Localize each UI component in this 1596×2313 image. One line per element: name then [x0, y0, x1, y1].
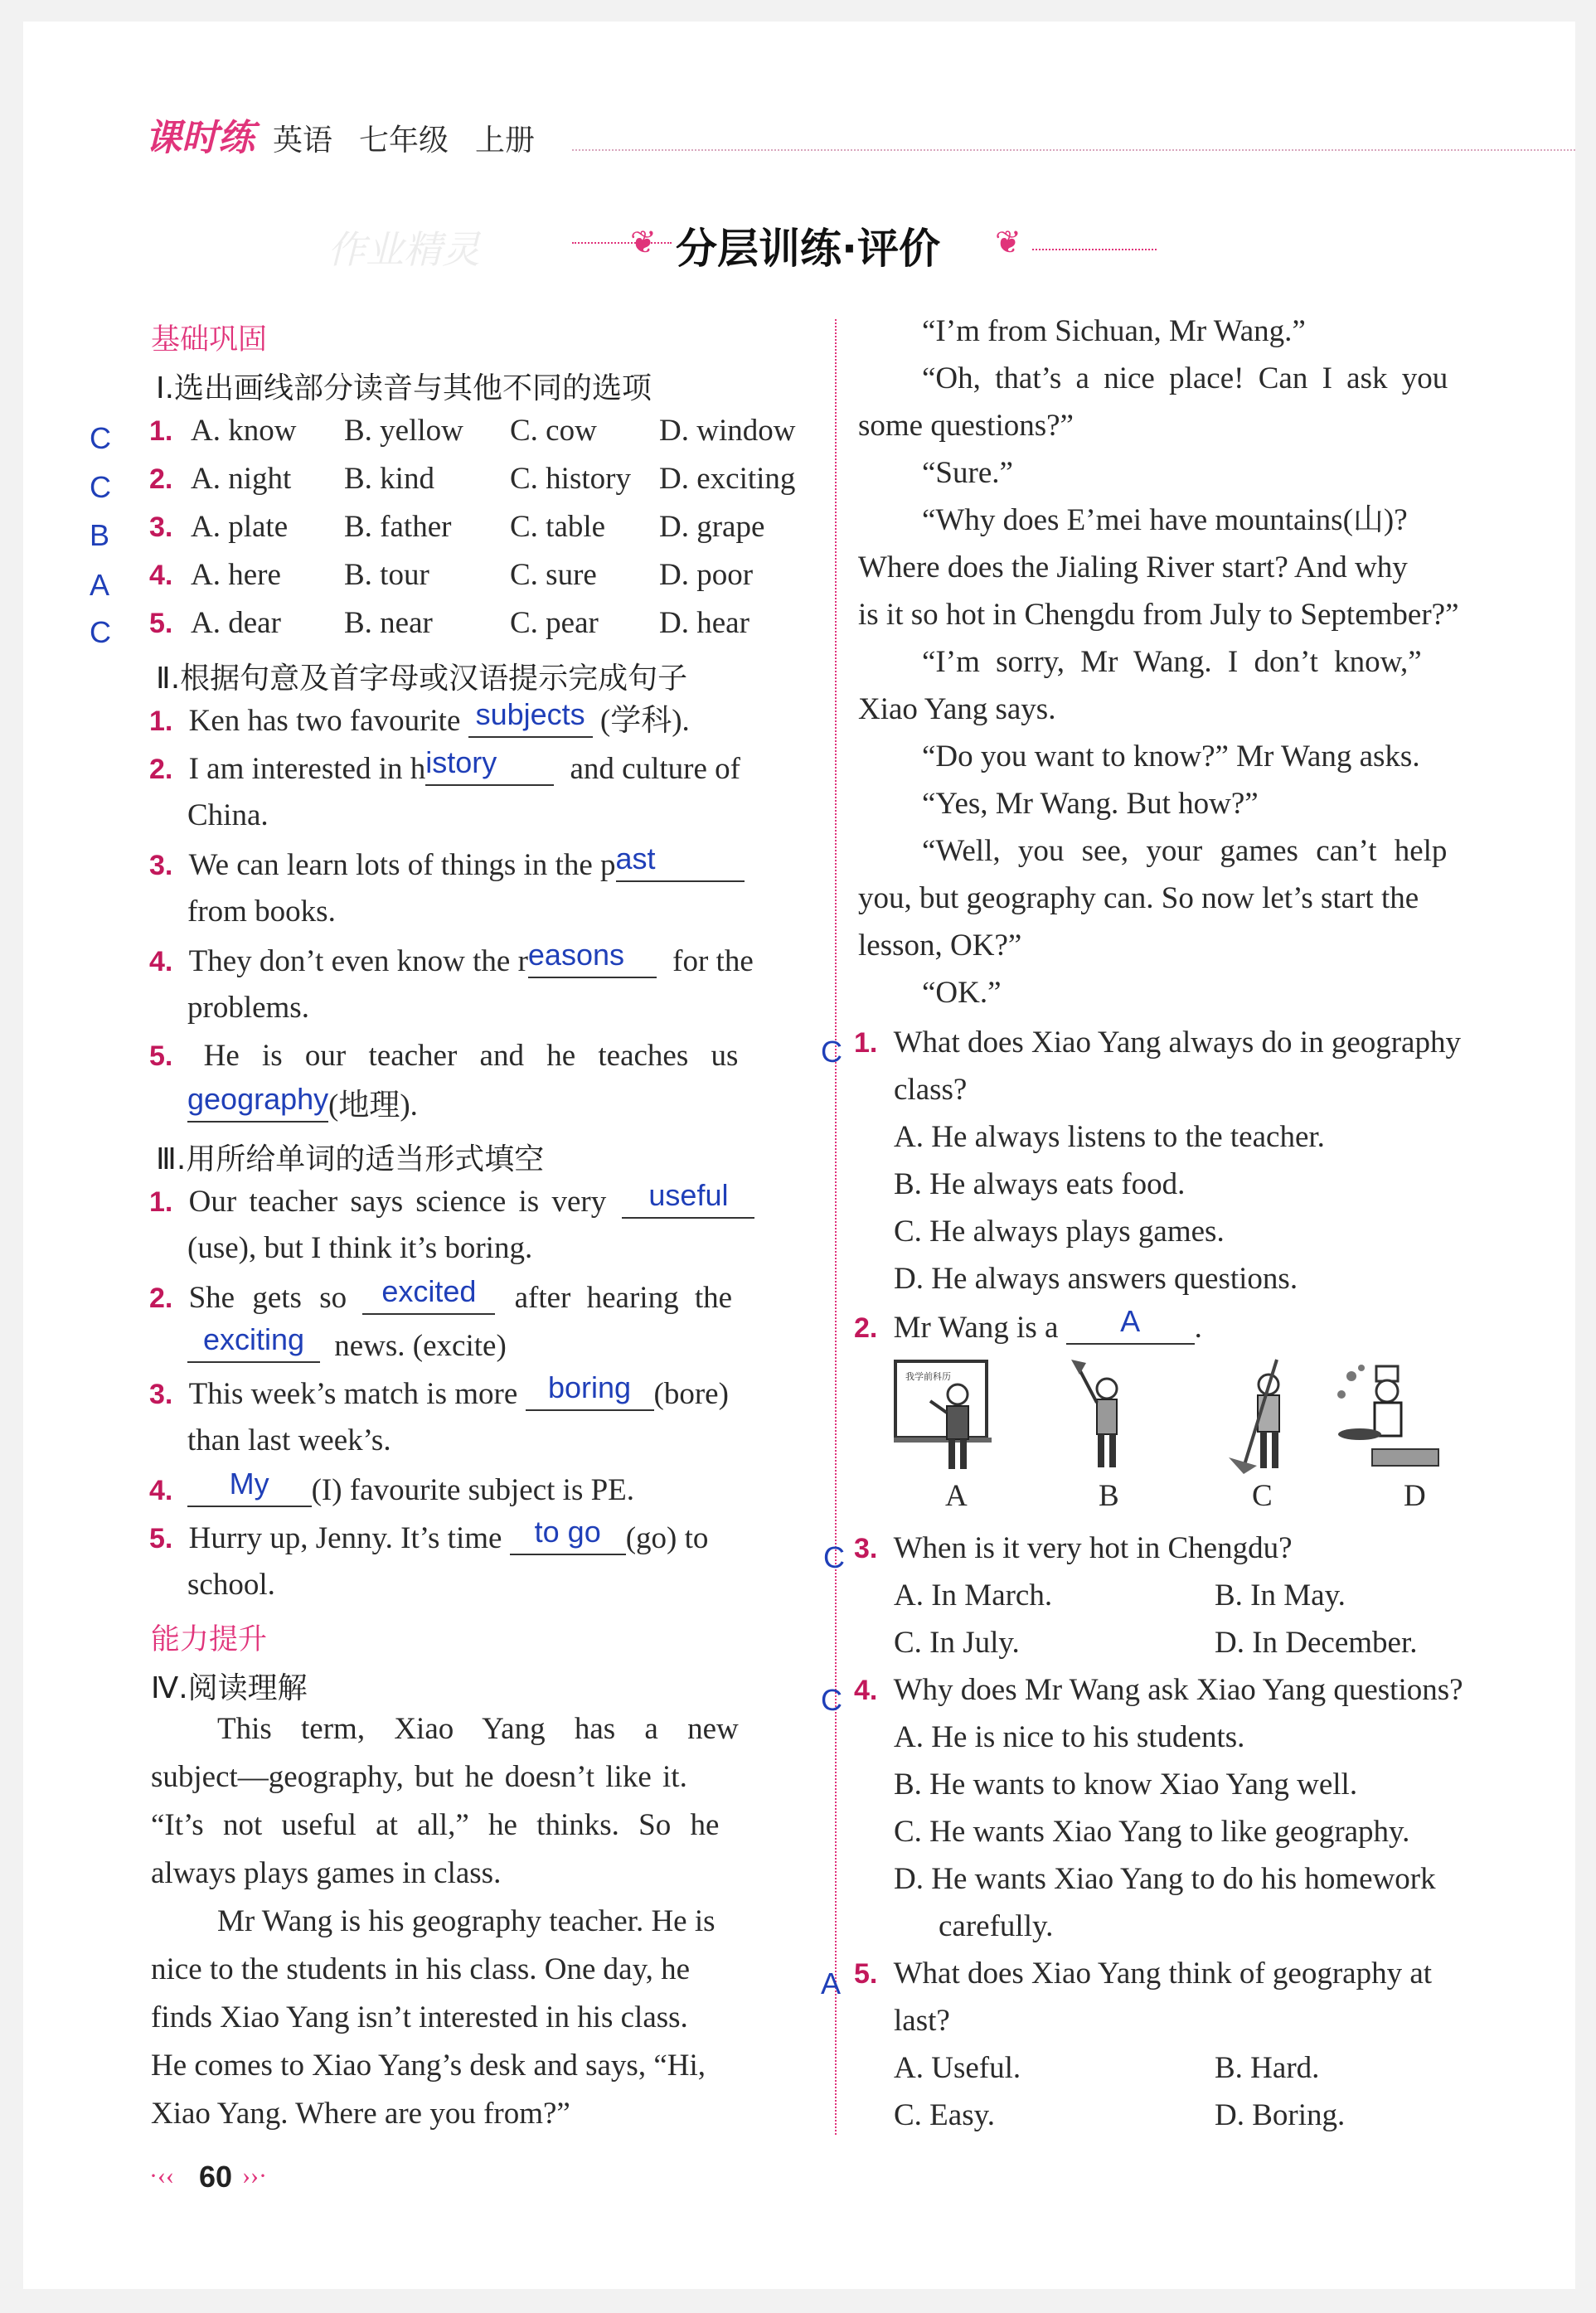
question-number: 4. [854, 1675, 878, 1706]
passage-line: Xiao Yang says. [858, 692, 1056, 726]
passage-line: Where does the Jialing River start? And why [858, 550, 1408, 584]
answer-text: easons [527, 938, 624, 972]
option-d: D. exciting [659, 462, 796, 496]
answer-blank [615, 841, 745, 882]
passage-line: “I’m from Sichuan, Mr Wang.” [922, 314, 1306, 348]
passage-line: subject—geography, but he doesn’t like it. [151, 1760, 687, 1794]
picture-label-b: B [1099, 1479, 1119, 1513]
question-number: 2. [149, 1283, 173, 1314]
option-d: D. grape [659, 510, 765, 544]
cleaner-picture [1229, 1360, 1279, 1474]
option-a: A. here [191, 558, 281, 592]
picture-label-d: D [1404, 1479, 1426, 1513]
part2-q5 [149, 1040, 738, 1073]
header-volume: 上册 [475, 124, 536, 158]
option-d: D. poor [659, 558, 754, 592]
part2-title: Ⅱ.根据句意及首字母或汉语提示完成句子 [156, 662, 688, 696]
answer-blank [468, 697, 593, 738]
option-d: D. hear [659, 606, 749, 640]
option: B. He wants to know Xiao Yang well. [894, 1767, 1358, 1801]
section-basic-heading: 基础巩固 [151, 323, 268, 356]
option-b: B. near [344, 606, 433, 640]
question-number: 2. [149, 463, 173, 495]
question-text: (bore) [653, 1377, 729, 1411]
question-number: 2. [149, 754, 173, 785]
option-a: A. know [191, 414, 297, 448]
question-continuation: problems. [187, 991, 309, 1025]
answer-mark: C [823, 1540, 845, 1574]
question-text: . [1194, 1311, 1202, 1345]
list-item [149, 510, 765, 544]
question-continuation: last? [894, 2004, 950, 2038]
answer-blank [510, 1515, 626, 1555]
option: D. He always answers questions. [894, 1262, 1298, 1296]
passage-line: “OK.” [922, 976, 1002, 1010]
passage-line: “Sure.” [922, 456, 1013, 490]
teacher-picture [894, 1361, 992, 1469]
part4-q5 [854, 1957, 1432, 1991]
banner-title: 分层训练·评价 [676, 225, 940, 273]
option: D. Boring. [1215, 2098, 1346, 2132]
question-text: They don’t even know the r [188, 944, 528, 978]
answer-mark: C [90, 421, 111, 455]
answer-mark: A [821, 1966, 842, 2000]
option-b: B. kind [344, 462, 434, 496]
header [145, 108, 535, 166]
part3-q2-line2 [187, 1322, 507, 1363]
part1-title: Ⅰ.选出画线部分读音与其他不同的选项 [156, 371, 652, 405]
question-number: 3. [149, 1379, 173, 1410]
answer-text: istory [425, 745, 497, 779]
question-number: 4. [149, 1475, 173, 1506]
part4-q2 [854, 1304, 1202, 1345]
part3-q3 [149, 1370, 729, 1411]
question-continuation: class? [894, 1073, 968, 1107]
option-c: C. pear [510, 606, 599, 640]
question-number: 1. [149, 1186, 173, 1218]
part3-q2 [149, 1274, 733, 1315]
answer-mark: C [821, 1035, 842, 1069]
banner-ornament-left [572, 242, 672, 244]
part3-q4 [149, 1467, 635, 1507]
answer-mark: C [90, 470, 111, 504]
answer-blank [622, 1178, 754, 1219]
option-c: C. sure [510, 558, 597, 592]
question-text: and culture of [570, 752, 740, 786]
answer-blank [527, 938, 657, 978]
question-text: (I) favourite subject is PE. [311, 1473, 635, 1507]
picture-options [887, 1351, 1484, 1476]
question-text: She gets so [188, 1281, 347, 1315]
answer-mark: C [90, 615, 111, 649]
passage-line: “Why does E’mei have mountains(山)? [922, 503, 1408, 537]
cook-picture [1337, 1365, 1438, 1466]
option-d: D. window [659, 414, 796, 448]
option-continuation: carefully. [939, 1909, 1054, 1943]
page-number-ornament: ·‹‹ [149, 2162, 174, 2189]
option: A. In March. [894, 1578, 1053, 1612]
option-c: C. history [510, 462, 631, 496]
blackboard-text: 我学前科历 [905, 1371, 951, 1382]
picture-label-c: C [1252, 1479, 1273, 1513]
question-text: We can learn lots of things in the p [188, 848, 616, 882]
option: C. In July. [894, 1626, 1020, 1660]
option: A. Useful. [894, 2051, 1021, 2085]
option-c: C. cow [510, 414, 597, 448]
passage-line: finds Xiao Yang isn’t interested in his class. [151, 2000, 688, 2034]
picture-label-a: A [945, 1479, 968, 1513]
passage-line: always plays games in class. [151, 1856, 502, 1890]
option-a: A. plate [191, 510, 289, 544]
answer-mark: B [90, 518, 110, 552]
option-b: B. father [344, 510, 452, 544]
passage-line: lesson, OK?” [858, 929, 1022, 963]
question-number: 2. [854, 1312, 878, 1344]
passage-line: “It’s not useful at all,” he thinks. So he [151, 1808, 720, 1842]
question-text: for the [672, 944, 754, 978]
option-b: B. tour [344, 558, 429, 592]
option: D. In December. [1215, 1626, 1418, 1660]
passage-line: nice to the students in his class. One day, he [151, 1952, 691, 1986]
question-number: 5. [149, 1523, 173, 1554]
part2-q2 [149, 745, 740, 786]
option: B. He always eats food. [894, 1167, 1186, 1201]
option: C. He wants Xiao Yang to like geography. [894, 1815, 1410, 1849]
question-text: This week’s match is more [188, 1377, 518, 1411]
question-text: Our teacher says science is very [188, 1185, 607, 1219]
answer-text: boring [547, 1370, 632, 1404]
question-number: 1. [149, 415, 173, 447]
option-a: A. dear [191, 606, 281, 640]
passage-line: Mr Wang is his geography teacher. He is [217, 1904, 716, 1938]
question-number: 3. [149, 512, 173, 543]
question-number: 5. [149, 1040, 173, 1072]
question-continuation: (use), but I think it’s boring. [187, 1231, 533, 1265]
answer-blank [526, 1370, 654, 1411]
option-c: C. table [510, 510, 606, 544]
question-text: news. (excite) [334, 1329, 507, 1363]
passage-line: “Do you want to know?” Mr Wang asks. [922, 739, 1420, 773]
question-text: Hurry up, Jenny. It’s time [188, 1521, 502, 1555]
option: B. In May. [1215, 1578, 1346, 1612]
passage-line: This term, Xiao Yang has a new [217, 1712, 739, 1746]
question-number: 3. [149, 850, 173, 881]
passage-line: “Yes, Mr Wang. But how?” [922, 787, 1259, 821]
passage-line: “I’m sorry, Mr Wang. I don’t know,” [922, 645, 1422, 679]
passage-line: is it so hot in Chengdu from July to September?” [858, 598, 1459, 632]
answer-text: ast [615, 841, 656, 875]
answer-blank [362, 1274, 495, 1315]
question-text: (地理). [328, 1089, 418, 1123]
passage-line: He comes to Xiao Yang’s desk and says, “Hi, [151, 2049, 706, 2083]
question-text: Ken has two favourite [188, 704, 461, 738]
question-number: 4. [149, 946, 173, 977]
question-number: 3. [854, 1533, 878, 1564]
column-divider [835, 319, 837, 2135]
question-text: When is it very hot in Chengdu? [893, 1531, 1293, 1565]
part3-title: Ⅲ.用所给单词的适当形式填空 [156, 1142, 545, 1176]
question-text: What does Xiao Yang think of geography at [893, 1957, 1433, 1991]
header-rule [572, 149, 1575, 151]
part3-q5 [149, 1515, 709, 1555]
question-continuation: China. [187, 798, 269, 832]
option: C. Easy. [894, 2098, 995, 2132]
question-continuation: from books. [187, 895, 336, 929]
list-item [149, 558, 754, 592]
brand-logo: 课时练 [145, 117, 255, 159]
answer-blank [1066, 1304, 1195, 1345]
watermark-logo: 作业精灵 [327, 227, 480, 272]
part4-q4 [854, 1674, 1463, 1707]
header-grade: 七年级 [359, 124, 449, 158]
answer-mark: A [90, 568, 110, 602]
answer-text: to go [534, 1515, 601, 1549]
answer-text: My [229, 1467, 269, 1501]
question-text: after hearing the [514, 1281, 733, 1315]
answer-text: useful [648, 1178, 729, 1212]
part2-q4 [149, 938, 754, 978]
answer-blank [187, 1322, 320, 1363]
part4-q1 [854, 1026, 1461, 1060]
question-number: 1. [149, 706, 173, 737]
list-item [149, 414, 796, 448]
passage-line: you, but geography can. So now let’s start the [858, 881, 1419, 915]
traffic-police-picture [1071, 1360, 1117, 1467]
question-number: 4. [149, 560, 173, 591]
section-improve-heading: 能力提升 [151, 1623, 268, 1656]
question-number: 1. [854, 1027, 878, 1059]
part3-q1 [149, 1178, 754, 1219]
part2-q1 [149, 697, 690, 738]
passage-line: “Well, you see, your games can’t help [922, 834, 1448, 868]
passage-line: some questions?” [858, 409, 1074, 443]
header-subject: 英语 [273, 124, 333, 158]
answer-text: subjects [475, 697, 585, 731]
part2-q3 [149, 841, 745, 882]
answer-text: A [1120, 1304, 1141, 1338]
question-text: Why does Mr Wang ask Xiao Yang questions? [893, 1673, 1463, 1707]
option: C. He always plays games. [894, 1215, 1225, 1249]
question-text: I am interested in h [188, 752, 426, 786]
banner-ornament-left-icon: ❦ [630, 225, 657, 260]
answer-text: excited [381, 1274, 477, 1308]
answer-text: geography [187, 1082, 329, 1116]
part4-q3 [854, 1532, 1293, 1565]
part4-title: Ⅳ.阅读理解 [151, 1671, 308, 1705]
list-item [149, 462, 796, 496]
option-a: A. night [191, 462, 292, 496]
page-number: 60 [199, 2160, 233, 2194]
part2-q5-line2 [187, 1082, 418, 1123]
question-text: (学科). [599, 704, 690, 738]
answer-blank [187, 1467, 312, 1507]
passage-line: Xiao Yang. Where are you from?” [151, 2097, 570, 2131]
question-text: (go) to [625, 1521, 709, 1555]
answer-mark: C [821, 1683, 842, 1717]
question-number: 5. [149, 608, 173, 639]
question-text: He is our teacher and he teaches us [203, 1039, 739, 1073]
question-continuation: than last week’s. [187, 1423, 391, 1457]
question-continuation: school. [187, 1568, 275, 1602]
list-item [149, 606, 749, 640]
answer-blank [187, 1082, 329, 1123]
option: A. He always listens to the teacher. [894, 1120, 1325, 1154]
option-b: B. yellow [344, 414, 463, 448]
answer-blank [425, 745, 554, 786]
question-text: What does Xiao Yang always do in geography [893, 1026, 1461, 1060]
option: B. Hard. [1215, 2051, 1320, 2085]
banner-ornament-right [1032, 249, 1157, 250]
answer-text: exciting [202, 1322, 305, 1356]
question-number: 5. [854, 1958, 878, 1990]
banner-ornament-right-icon: ❦ [995, 225, 1021, 260]
page-number-ornament-right: ››· [242, 2162, 267, 2189]
option: A. He is nice to his students. [894, 1720, 1245, 1754]
question-text: Mr Wang is a [893, 1311, 1059, 1345]
passage-line: “Oh, that’s a nice place! Can I ask you [922, 361, 1448, 395]
option: D. He wants Xiao Yang to do his homework [894, 1862, 1436, 1896]
